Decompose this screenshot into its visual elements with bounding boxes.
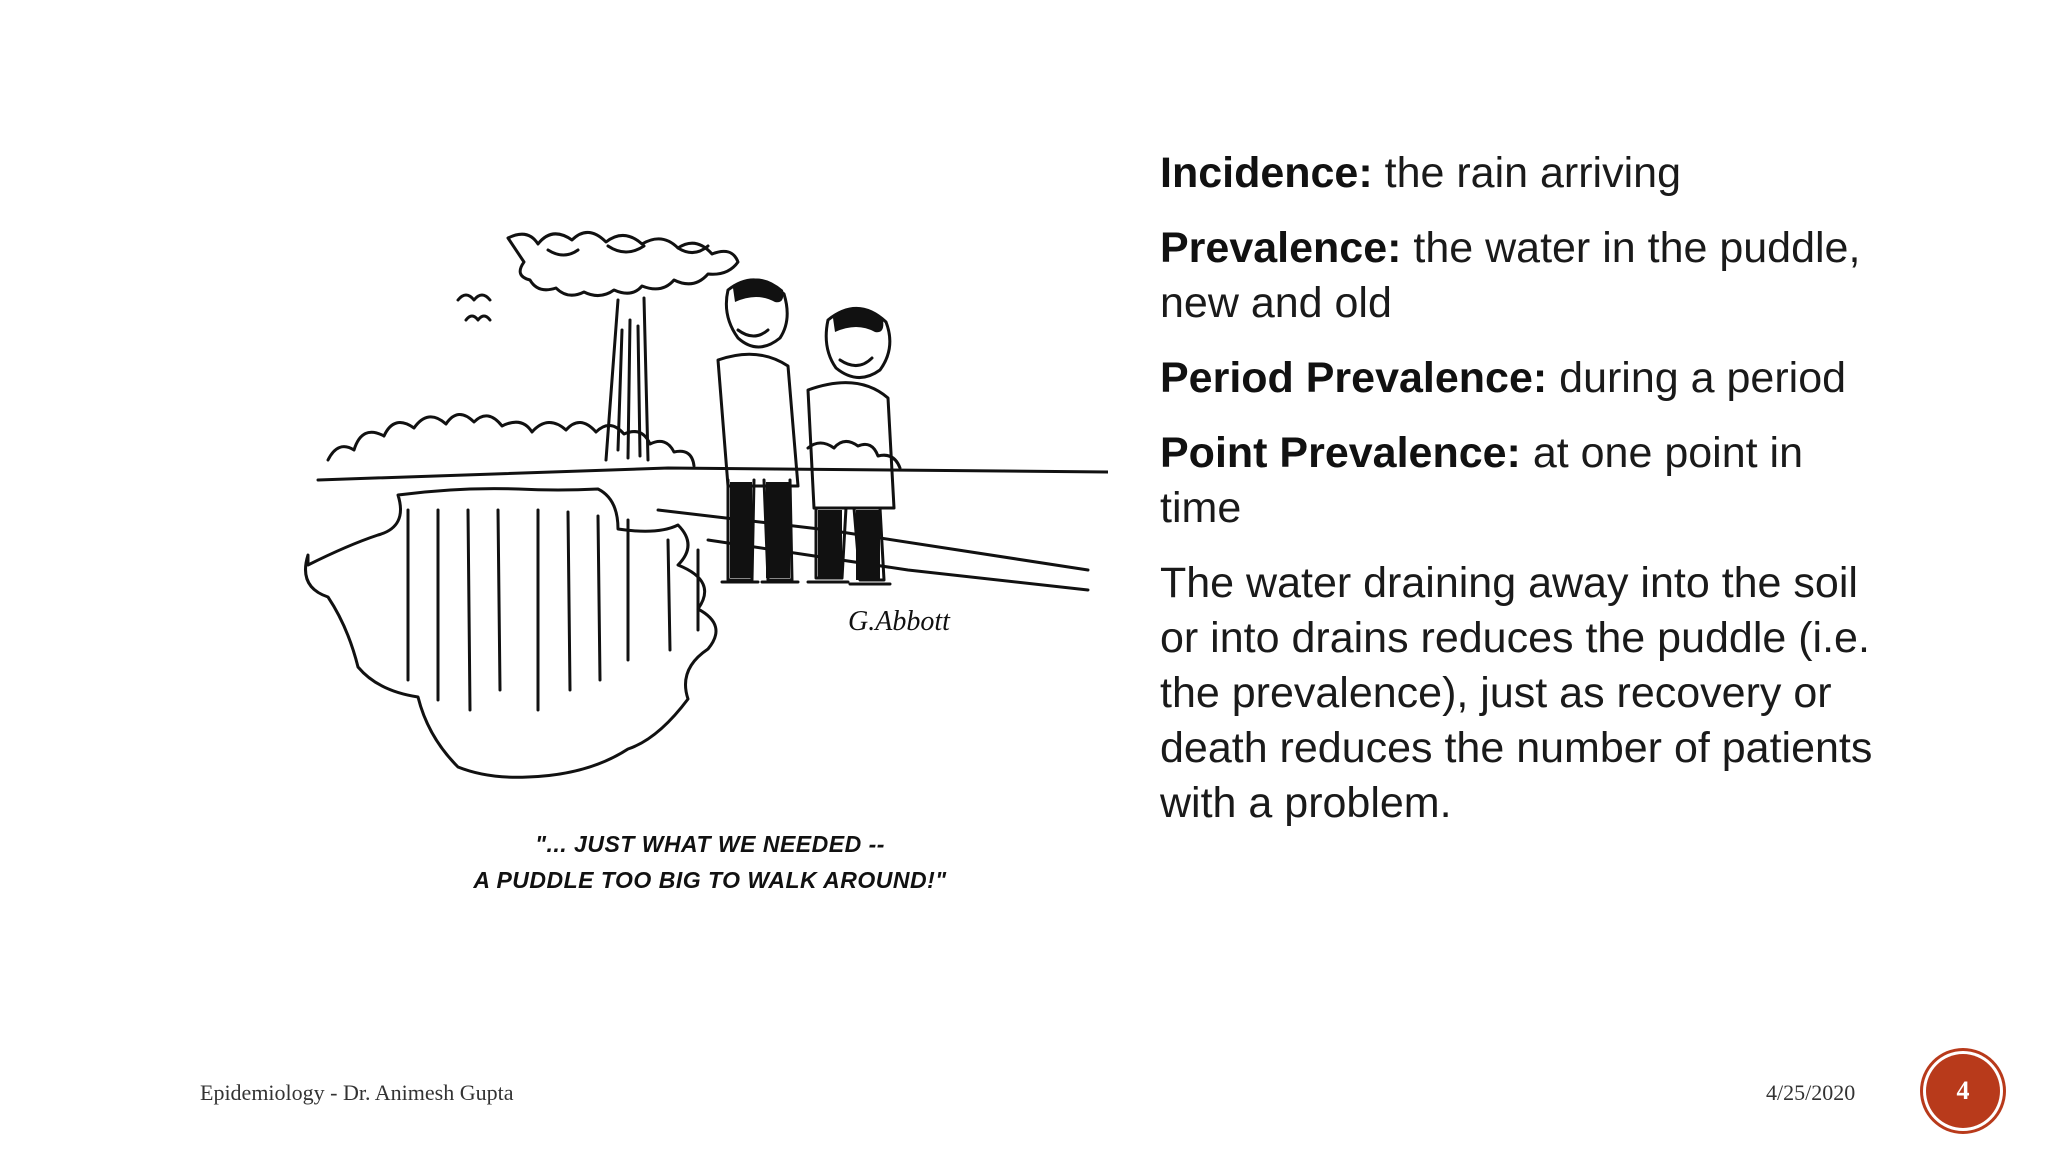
cartoon-signature: G.Abbott — [848, 606, 950, 637]
definition-period-prevalence — [1160, 351, 1880, 406]
footer-date: 4/25/2020 — [1766, 1080, 1856, 1105]
footer-title: Epidemiology - Dr. Animesh Gupta — [200, 1080, 514, 1105]
term-period-prevalence: Period Prevalence: — [1160, 354, 1548, 402]
text-incidence: the rain arriving — [1372, 149, 1681, 197]
text-period-prevalence: during a period — [1547, 354, 1847, 402]
definitions-block — [1160, 146, 1880, 831]
caption-line-2: A PUDDLE TOO BIG TO WALK AROUND!" — [473, 867, 947, 893]
term-point-prevalence: Point Prevalence: — [1160, 429, 1521, 477]
definition-prevalence — [1160, 221, 1880, 331]
caption-line-1: "... JUST WHAT WE NEEDED -- — [535, 831, 885, 857]
text-prevalence: the water in the puddle, new and old — [1160, 224, 1861, 327]
draining-paragraph: The water draining away into the soil or into drains reduces the puddle (i.e. the prevalence), just as recovery or death reduces the number of patients with a problem. — [1160, 559, 1873, 827]
definition-point-prevalence — [1160, 426, 1880, 536]
cartoon-illustration — [288, 210, 1108, 790]
cartoon-caption — [420, 826, 1000, 898]
text-point-prevalence: at one point in time — [1160, 429, 1803, 532]
term-incidence: Incidence: — [1160, 149, 1373, 197]
page-number-badge: 4 — [1926, 1054, 2000, 1128]
definition-incidence — [1160, 146, 1880, 201]
term-prevalence: Prevalence: — [1160, 224, 1402, 272]
